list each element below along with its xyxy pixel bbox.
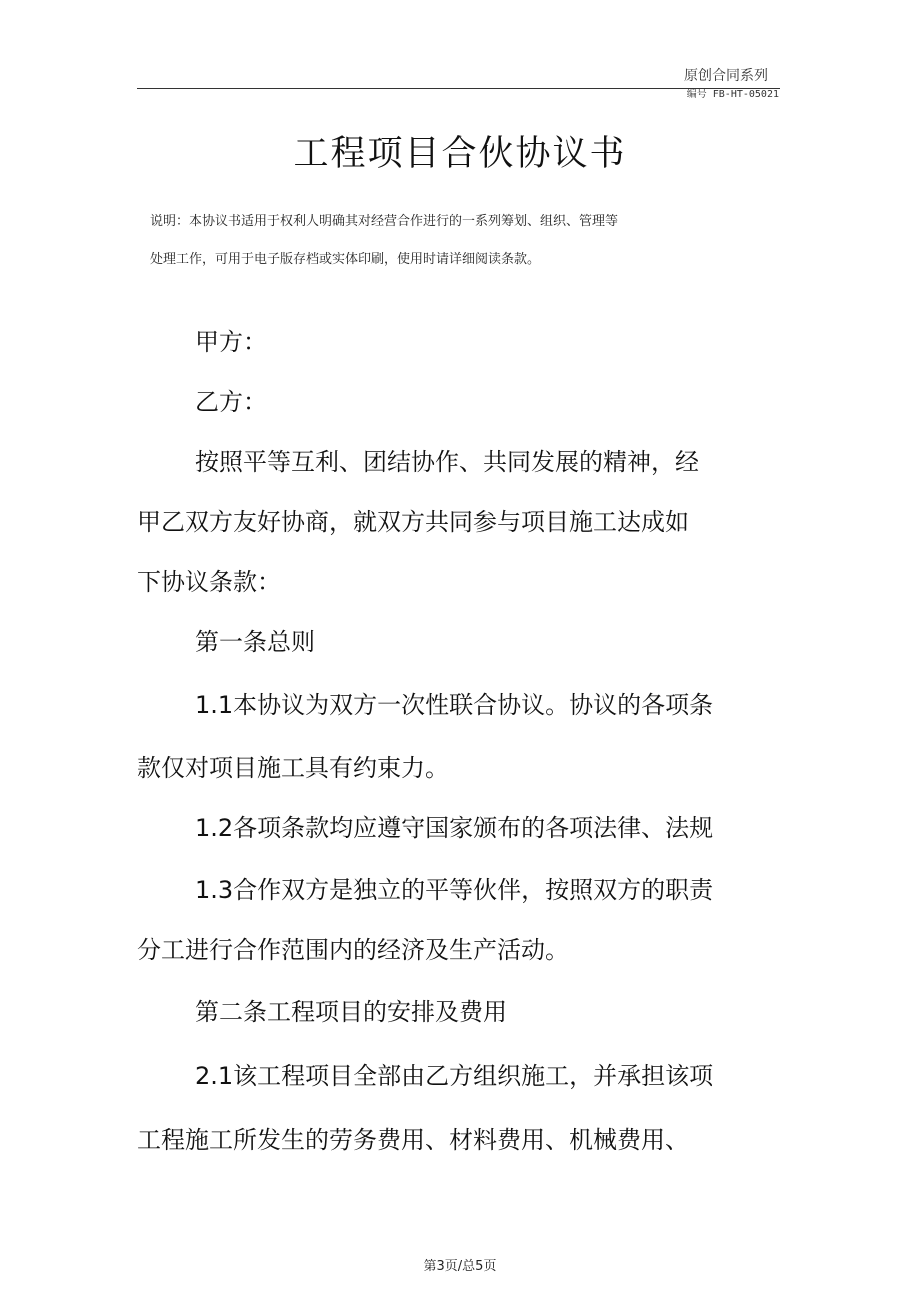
intro-line-2: 甲乙双方友好协商，就双方共同参与项目施工达成如 xyxy=(137,508,689,536)
clause-1-2: 1.2各项条款均应遵守国家颁布的各项法律、法规 xyxy=(195,814,714,842)
series-label: 原创合同系列 xyxy=(684,68,768,84)
clause-2-1-line-2: 工程施工所发生的劳务费用、材料费用、机械费用、 xyxy=(137,1126,689,1154)
document-title: 工程项目合伙协议书 xyxy=(293,134,627,174)
clause-1-3-line-1: 1.3合作双方是独立的平等伙伴，按照双方的职责 xyxy=(195,876,714,904)
note-line-2: 处理工作，可用于电子版存档或实体印刷，使用时请详细阅读条款。 xyxy=(150,252,541,267)
intro-line-1: 按照平等互利、团结协作、共同发展的精神，经 xyxy=(195,448,699,476)
page-indicator: 第3页/总5页 xyxy=(423,1259,497,1274)
header-divider xyxy=(137,88,780,89)
clause-2-1-line-1: 2.1该工程项目全部由乙方组织施工，并承担该项 xyxy=(195,1062,714,1090)
article-1-heading: 第一条总则 xyxy=(195,628,315,656)
article-2-heading: 第二条工程项目的安排及费用 xyxy=(195,998,507,1026)
party-b-label: 乙方： xyxy=(195,388,267,416)
clause-1-1-line-1: 1.1本协议为双方一次性联合协议。协议的各项条 xyxy=(195,691,714,719)
party-a-label: 甲方： xyxy=(195,328,267,356)
intro-line-3: 下协议条款： xyxy=(137,568,281,596)
clause-1-1-line-2: 款仅对项目施工具有约束力。 xyxy=(137,754,449,782)
clause-1-3-line-2: 分工进行合作范围内的经济及生产活动。 xyxy=(137,936,569,964)
document-code: 编号 FB-HT-05021 xyxy=(686,89,779,100)
note-line-1: 说明：本协议书适用于权利人明确其对经营合作进行的一系列筹划、组织、管理等 xyxy=(150,214,619,229)
